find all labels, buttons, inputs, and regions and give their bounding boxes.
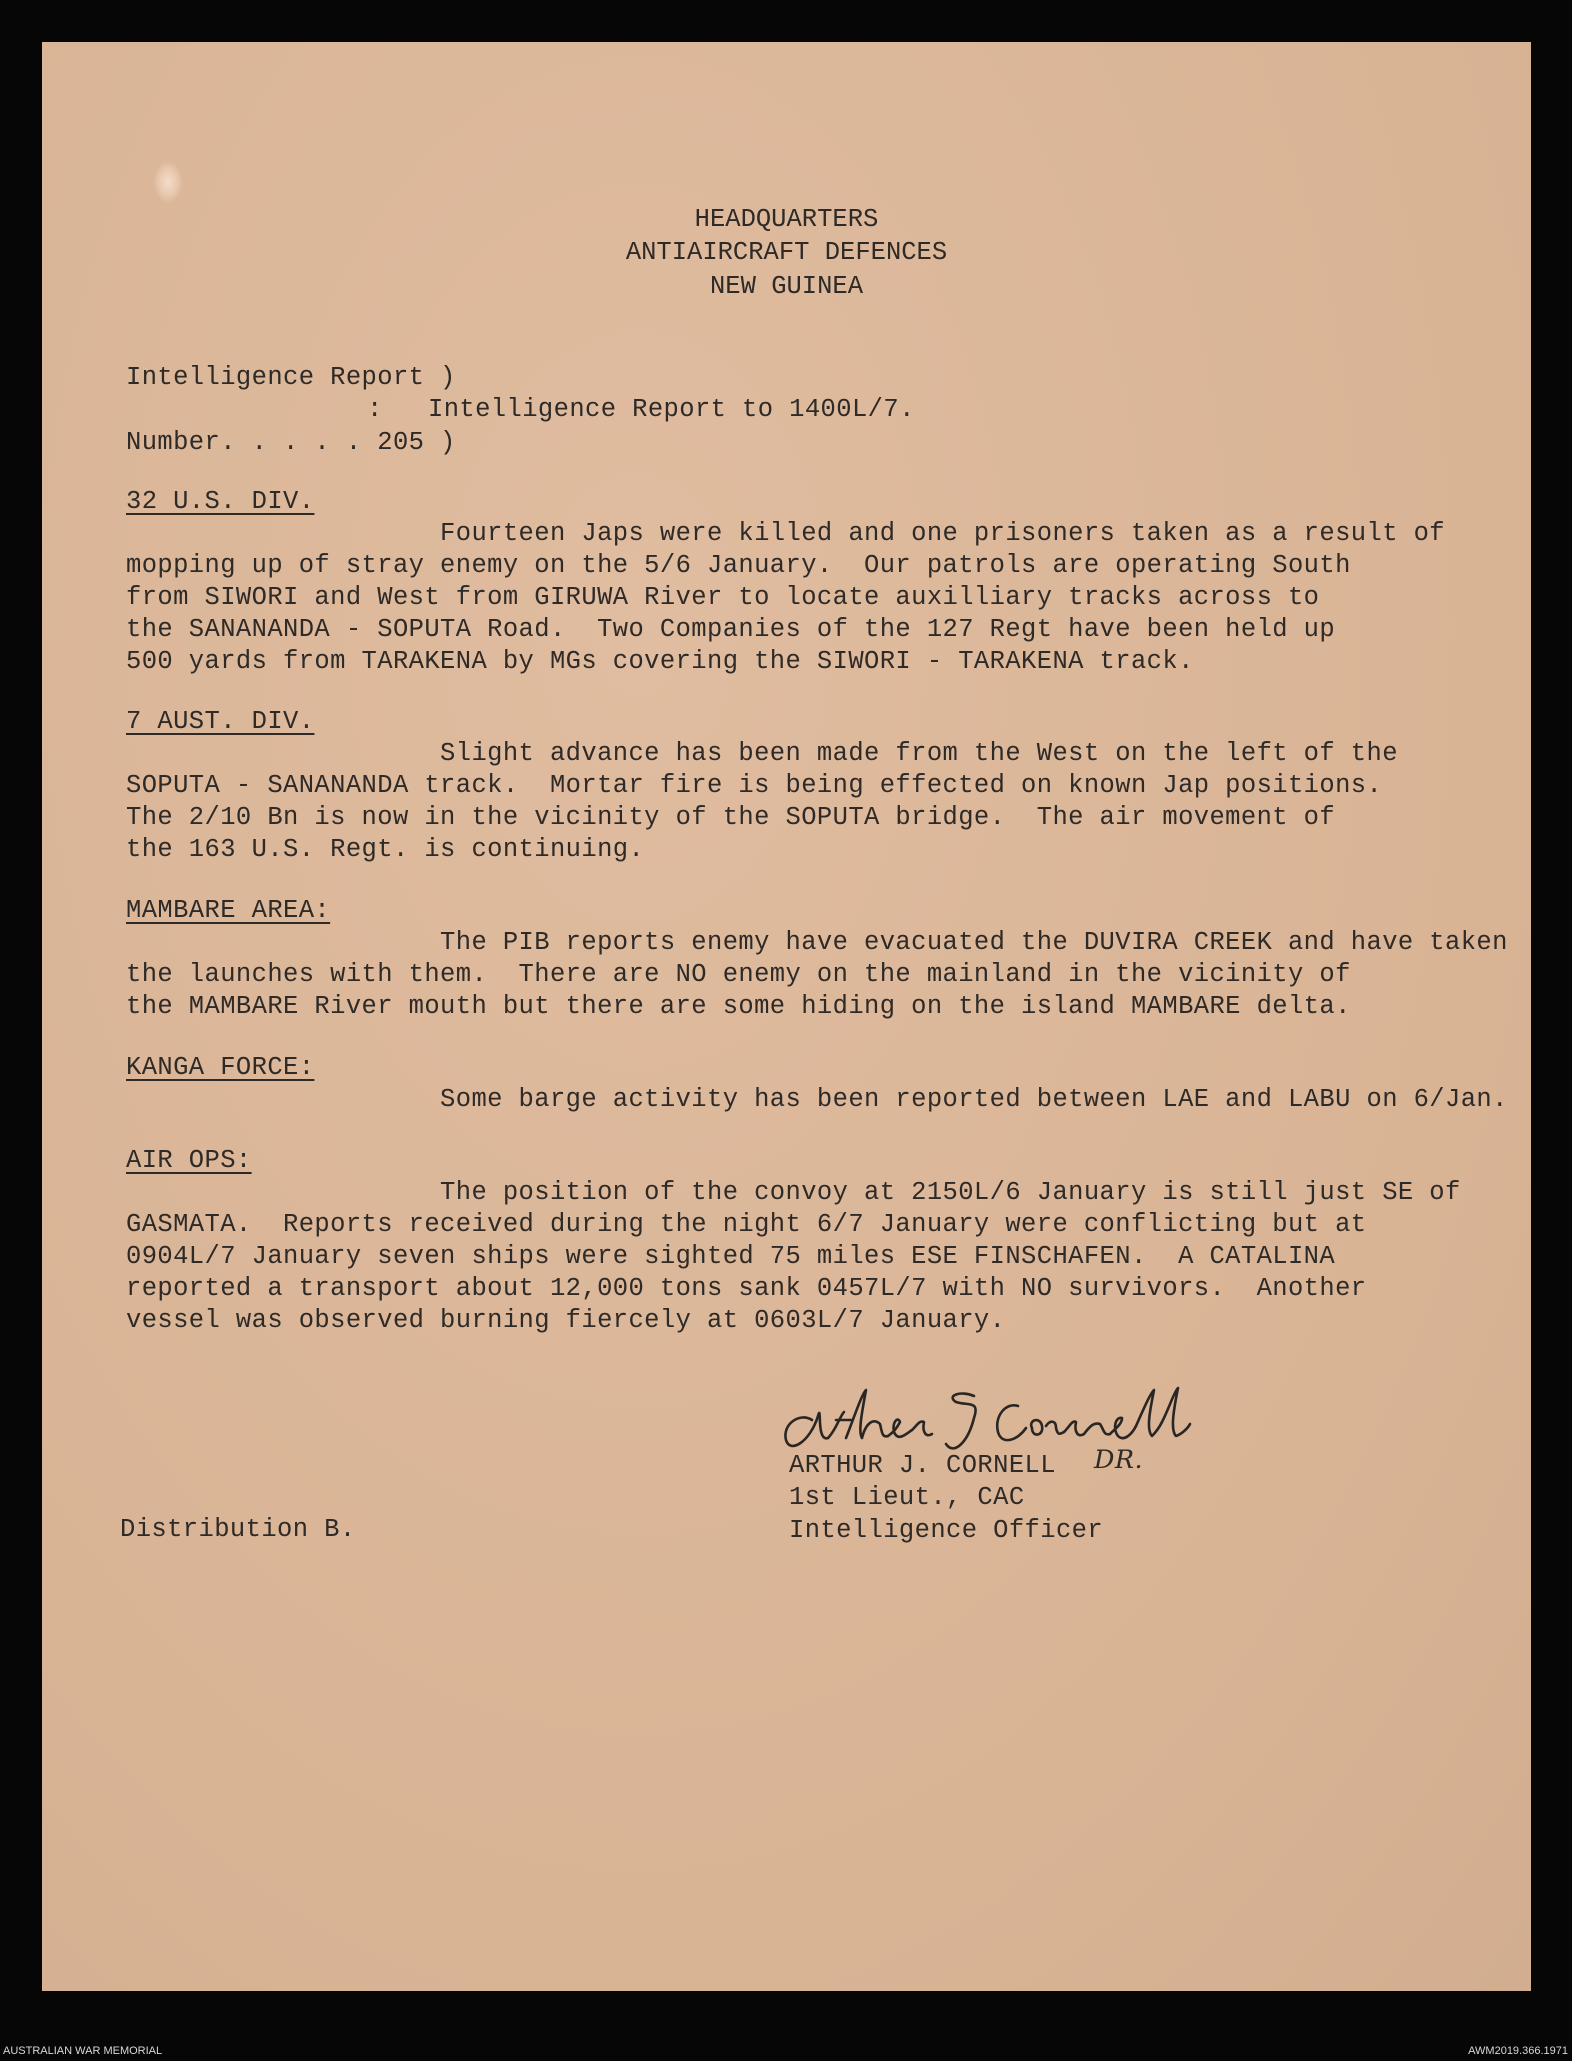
- section-line: Fourteen Japs were killed and one prisoners taken as a result of: [126, 519, 1446, 548]
- section-line: Some barge activity has been reported between LAE and LABU on 6/Jan.: [126, 1085, 1508, 1114]
- section-line: GASMATA. Reports received during the night 6/7 January were conflicting but at: [126, 1210, 1367, 1239]
- document-page: [42, 42, 1531, 1991]
- section-line: reported a transport about 12,000 tons sank 0457L/7 with NO survivors. Another: [126, 1274, 1367, 1303]
- signatory-name: ARTHUR J. CORNELL: [789, 1451, 1056, 1480]
- section-line: 500 yards from TARAKENA by MGs covering the SIWORI - TARAKENA track.: [126, 647, 1194, 676]
- section-heading: MAMBARE AREA:: [126, 896, 331, 925]
- section-line: Slight advance has been made from the West on the left of the: [126, 739, 1398, 768]
- footer-accession-number: AWM2019.366.1971: [1468, 2045, 1568, 2057]
- header-line-1: HEADQUARTERS: [694, 205, 879, 234]
- section-line: 0904L/7 January seven ships were sighted 75 miles ESE FINSCHAFEN. A CATALINA: [126, 1242, 1336, 1271]
- report-subject: Intelligence Report to 1400L/7.: [428, 395, 915, 424]
- report-colon: :: [367, 395, 383, 424]
- section-line: The 2/10 Bn is now in the vicinity of the SOPUTA bridge. The air movement of: [126, 803, 1336, 832]
- report-label: Intelligence Report ): [126, 363, 456, 392]
- section-line: the SANANANDA - SOPUTA Road. Two Companies of the 127 Regt have been held up: [126, 615, 1336, 644]
- section-line: the MAMBARE River mouth but there are some hiding on the island MAMBARE delta.: [126, 992, 1351, 1021]
- section-heading: 7 AUST. DIV.: [126, 707, 315, 736]
- signatory-rank: 1st Lieut., CAC: [789, 1483, 1025, 1512]
- section-heading: AIR OPS:: [126, 1146, 252, 1175]
- signatory-initials: DR.: [1094, 1445, 1143, 1475]
- section-line: the launches with them. There are NO enemy on the mainland in the vicinity of: [126, 960, 1351, 989]
- pin-hole: [154, 162, 182, 202]
- header-line-2: ANTIAIRCRAFT DEFENCES: [625, 238, 948, 267]
- report-number: Number. . . . . 205 ): [126, 428, 456, 457]
- distribution-label: Distribution B.: [120, 1515, 356, 1544]
- footer-institution: AUSTRALIAN WAR MEMORIAL: [3, 2045, 163, 2057]
- handwritten-signature: [770, 1372, 1250, 1462]
- section-line: vessel was observed burning fiercely at 0603L/7 January.: [126, 1306, 1006, 1335]
- section-heading: KANGA FORCE:: [126, 1053, 315, 1082]
- section-line: SOPUTA - SANANANDA track. Mortar fire is being effected on known Jap positions.: [126, 771, 1383, 800]
- section-heading: 32 U.S. DIV.: [126, 487, 315, 516]
- header-line-3: NEW GUINEA: [709, 272, 864, 301]
- signatory-title: Intelligence Officer: [789, 1516, 1104, 1545]
- section-line: the 163 U.S. Regt. is continuing.: [126, 835, 645, 864]
- section-line: The position of the convoy at 2150L/6 January is still just SE of: [126, 1178, 1461, 1207]
- section-line: mopping up of stray enemy on the 5/6 January. Our patrols are operating South: [126, 551, 1351, 580]
- section-line: from SIWORI and West from GIRUWA River to locate auxilliary tracks across to: [126, 583, 1320, 612]
- section-line: The PIB reports enemy have evacuated the DUVIRA CREEK and have taken: [126, 928, 1508, 957]
